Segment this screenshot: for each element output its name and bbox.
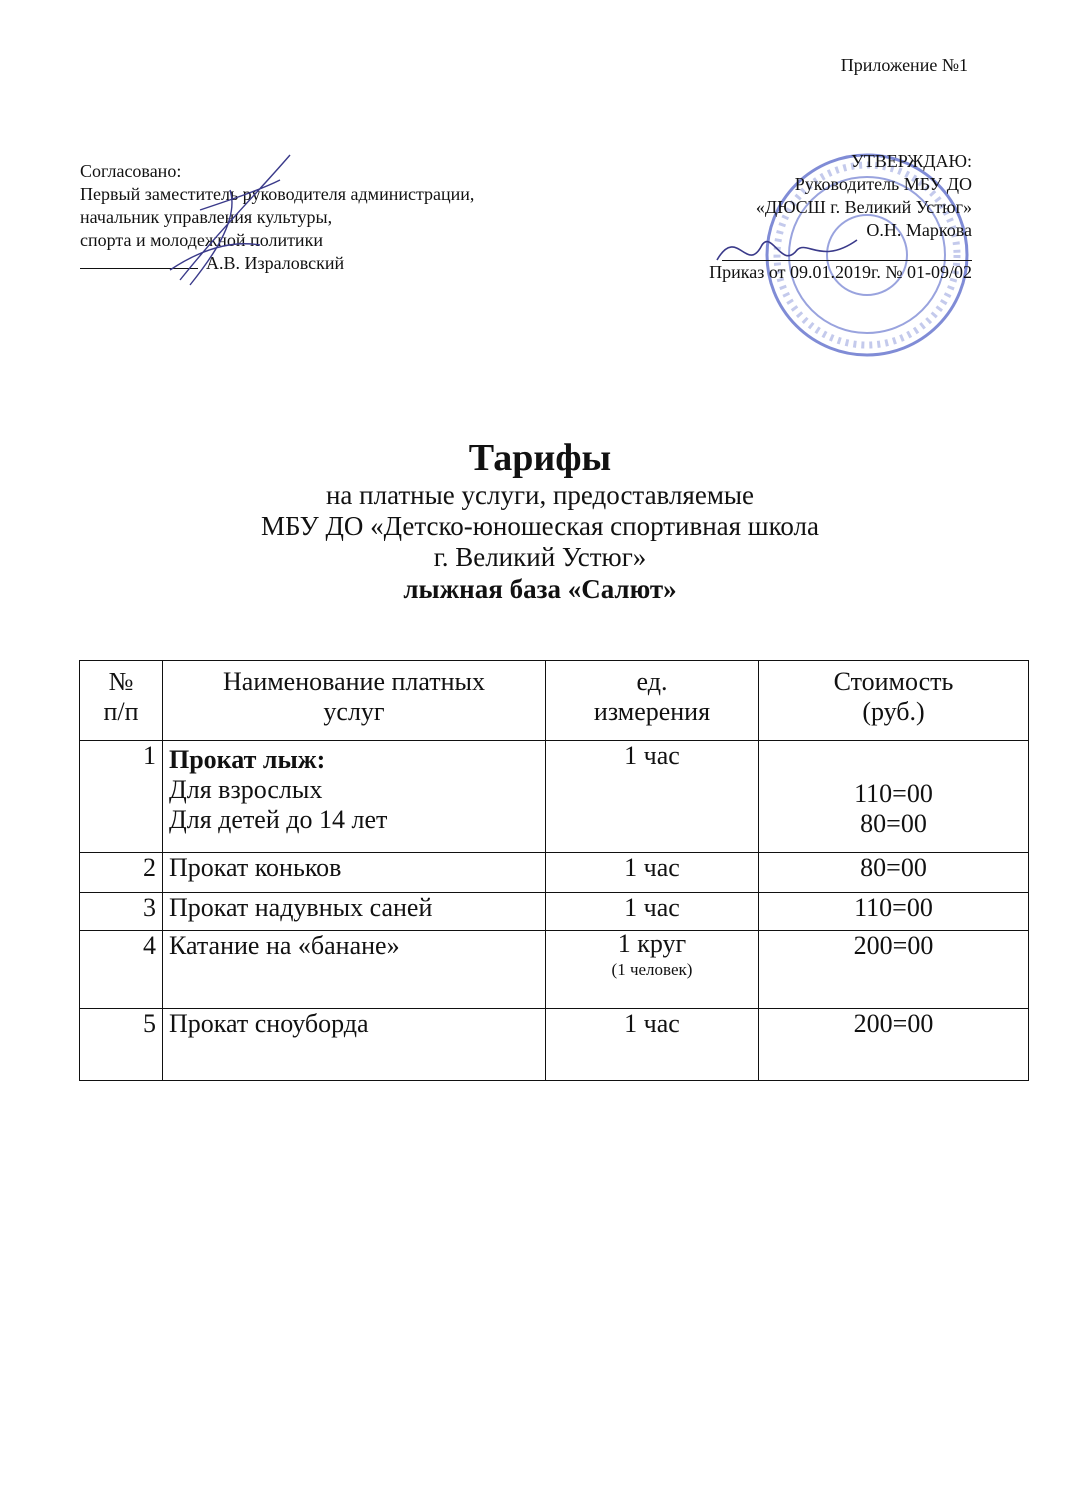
subtitle-line-2: МБУ ДО «Детско-юношеская спортивная школа <box>261 511 819 541</box>
table-row <box>80 1009 1029 1081</box>
approved-heading: УТВЕРЖДАЮ: <box>850 151 972 171</box>
approved-name: О.Н. Маркова <box>866 220 972 240</box>
row-num: 5 <box>80 1009 163 1081</box>
table-row <box>80 931 1029 1009</box>
appendix-label: Приложение №1 <box>840 55 968 75</box>
row-price: 200=00 <box>759 1009 1029 1081</box>
table-header-row <box>80 661 1029 741</box>
row-unit: 1 час <box>546 741 759 853</box>
row-unit-note: (1 человек) <box>611 960 693 979</box>
agreed-name: А.В. Израловский <box>206 253 345 273</box>
row-price: 110=00 <box>759 893 1029 931</box>
row-num: 3 <box>80 893 163 931</box>
approved-order: Приказ от 09.01.2019г. № 01-09/02 <box>709 262 972 282</box>
agreed-heading: Согласовано: <box>80 161 182 181</box>
agreed-line-2: начальник управления культуры, <box>80 207 333 227</box>
row-unit: 1 круг (1 человек) <box>546 931 759 1009</box>
header-name: Наименование платных услуг <box>163 661 546 741</box>
subtitle-line-1: на платные услуги, предоставляемые <box>325 480 755 510</box>
row-unit: 1 час <box>546 893 759 931</box>
row-name: Прокат коньков <box>163 853 546 893</box>
row-price: 110=00 80=00 <box>759 741 1029 853</box>
row-price: 80=00 <box>759 853 1029 893</box>
header-num: № п/п <box>80 661 163 741</box>
header-unit: ед. измерения <box>546 661 759 741</box>
subtitle-line-3: г. Великий Устюг» <box>433 542 647 572</box>
row-num: 2 <box>80 853 163 893</box>
row-unit: 1 час <box>546 1009 759 1081</box>
table-row <box>80 853 1029 893</box>
approved-line-1: Руководитель МБУ ДО <box>794 174 972 194</box>
table-row <box>80 741 1029 853</box>
header-price: Стоимость (руб.) <box>759 661 1029 741</box>
tariffs-table <box>79 660 1029 1081</box>
table-row <box>80 893 1029 931</box>
row-unit: 1 час <box>546 853 759 893</box>
subtitle-line-4: лыжная база «Салют» <box>403 574 677 604</box>
row-num: 4 <box>80 931 163 1009</box>
handwritten-signature-left <box>140 150 310 290</box>
title-block <box>0 436 1080 606</box>
row-price: 200=00 <box>759 931 1029 1009</box>
approved-line-2: «ДЮСШ г. Великий Устюг» <box>755 197 972 217</box>
row-name: Прокат сноуборда <box>163 1009 546 1081</box>
handwritten-signature-right <box>712 220 862 280</box>
row-num: 1 <box>80 741 163 853</box>
row-name: Прокат надувных саней <box>163 893 546 931</box>
document-title: Тарифы <box>468 437 612 479</box>
row-name: Прокат лыж: Для взрослых Для детей до 14 лет <box>163 741 546 853</box>
row-name: Катание на «банане» <box>163 931 546 1009</box>
agreed-line-1: Первый заместитель руководителя администрации, <box>80 184 475 204</box>
agreed-line-3: спорта и молодежной политики <box>80 230 323 250</box>
